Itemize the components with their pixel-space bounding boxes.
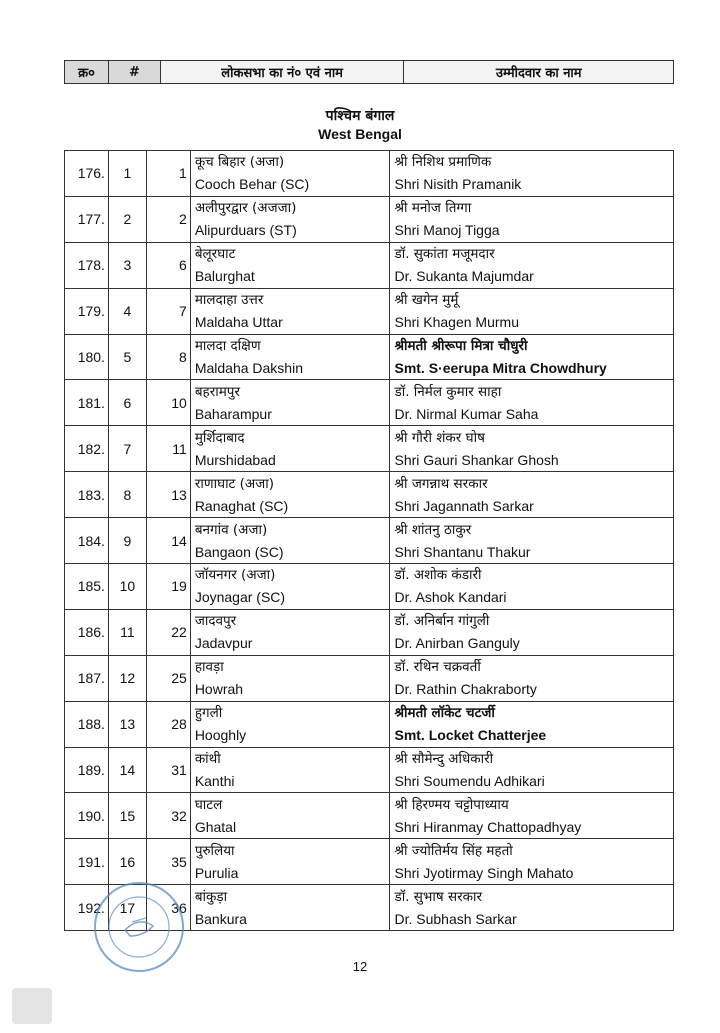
constituency-name-english: Purulia <box>194 864 239 881</box>
candidate-name-cell <box>390 196 674 242</box>
constituency-name-hindi: कांथी <box>194 751 221 768</box>
candidate-name-english: Smt. S·eerupa Mitra Chowdhury <box>394 360 607 376</box>
constituency-name-english: Maldaha Uttar <box>194 314 283 331</box>
serial-number: 187. <box>65 655 109 701</box>
state-serial: 5 <box>108 334 146 380</box>
state-serial: 14 <box>108 747 146 793</box>
table-row <box>65 609 674 655</box>
serial-number: 176. <box>65 151 109 197</box>
constituency-name-cell <box>190 655 390 701</box>
constituency-name-cell <box>190 334 390 380</box>
constituency-name-hindi: मालदा दक्षिण <box>194 338 261 354</box>
state-serial: 3 <box>108 242 146 288</box>
header-col-hash: # <box>108 61 160 84</box>
table-row <box>65 518 674 564</box>
serial-number: 189. <box>65 747 109 793</box>
constituency-name-hindi: राणाघाट (अजा) <box>194 475 275 492</box>
table-row <box>65 380 674 426</box>
candidate-name-cell <box>390 426 674 472</box>
constituency-name-cell <box>190 196 390 242</box>
constituency-name-cell <box>190 839 390 885</box>
candidate-name-hindi: डॉ. अनिर्बान गांगुली <box>394 613 490 630</box>
serial-number: 190. <box>65 793 109 839</box>
state-serial: 2 <box>108 196 146 242</box>
table-header <box>64 60 674 84</box>
serial-number: 180. <box>65 334 109 380</box>
candidate-name-english: Dr. Sukanta Majumdar <box>394 268 534 285</box>
table-row <box>65 242 674 288</box>
state-serial: 11 <box>108 609 146 655</box>
candidate-name-hindi: श्रीमती लॉकेट चटर्जी <box>394 705 495 722</box>
constituency-number: 8 <box>146 334 190 380</box>
constituency-name-cell <box>190 747 390 793</box>
state-serial: 9 <box>108 518 146 564</box>
candidate-name-cell <box>390 518 674 564</box>
state-serial: 10 <box>108 564 146 610</box>
candidate-name-hindi: श्री जगन्नाथ सरकार <box>394 475 488 492</box>
region-title-hindi: पश्चिम बंगाल <box>325 108 395 124</box>
state-serial: 16 <box>108 839 146 885</box>
candidate-name-english: Dr. Ashok Kandari <box>394 589 507 606</box>
candidate-name-cell <box>390 701 674 747</box>
constituency-name-cell <box>190 885 390 931</box>
candidate-name-cell <box>390 793 674 839</box>
table-row <box>65 426 674 472</box>
candidate-name-cell <box>390 609 674 655</box>
constituency-number: 22 <box>146 609 190 655</box>
constituency-name-english: Maldaha Dakshin <box>194 360 303 376</box>
serial-number: 177. <box>65 196 109 242</box>
candidate-name-cell <box>390 472 674 518</box>
constituency-name-hindi: बेलूरघाट <box>194 246 236 263</box>
serial-number: 178. <box>65 242 109 288</box>
constituency-name-hindi: हावड़ा <box>194 659 224 676</box>
constituency-name-cell <box>190 242 390 288</box>
table-row <box>65 472 674 518</box>
table-row <box>65 196 674 242</box>
candidate-name-english: Dr. Subhash Sarkar <box>394 910 517 927</box>
table-row <box>65 701 674 747</box>
constituency-name-english: Bangaon (SC) <box>194 543 284 560</box>
candidate-name-cell <box>390 151 674 197</box>
constituency-number: 1 <box>146 151 190 197</box>
constituency-number: 35 <box>146 839 190 885</box>
state-serial: 8 <box>108 472 146 518</box>
table-row <box>65 288 674 334</box>
header-col-constituency: लोकसभा का नं० एवं नाम <box>160 61 404 84</box>
constituency-number: 31 <box>146 747 190 793</box>
constituency-name-cell <box>190 518 390 564</box>
candidate-name-cell <box>390 380 674 426</box>
candidate-name-hindi: डॉ. अशोक कंडारी <box>394 567 482 584</box>
state-serial: 7 <box>108 426 146 472</box>
candidate-name-english: Shri Jagannath Sarkar <box>394 497 534 514</box>
constituency-number: 7 <box>146 288 190 334</box>
constituency-name-english: Cooch Behar (SC) <box>194 176 310 193</box>
candidate-name-english: Shri Shantanu Thakur <box>394 543 531 560</box>
candidate-name-english: Shri Khagen Murmu <box>394 314 519 331</box>
constituency-name-cell <box>190 426 390 472</box>
constituency-name-english: Balurghat <box>194 268 255 285</box>
candidate-name-hindi: डॉ. रथिन चक्रवर्ती <box>394 659 481 676</box>
constituency-name-english: Jadavpur <box>194 635 253 652</box>
serial-number: 188. <box>65 701 109 747</box>
candidate-name-english: Dr. Rathin Chakraborty <box>394 681 537 698</box>
candidate-name-hindi: श्री शांतनु ठाकुर <box>394 521 472 538</box>
constituency-name-cell <box>190 609 390 655</box>
constituency-name-english: Ranaghat (SC) <box>194 497 289 514</box>
serial-number: 182. <box>65 426 109 472</box>
constituency-name-english: Bankura <box>194 910 247 927</box>
constituency-name-hindi: जॉयनगर (अजा) <box>194 567 276 584</box>
candidate-name-hindi: श्री ज्योतिर्मय सिंह महतो <box>394 842 513 859</box>
state-serial: 6 <box>108 380 146 426</box>
table-row <box>65 334 674 380</box>
constituency-name-english: Kanthi <box>194 773 235 790</box>
candidate-name-cell <box>390 564 674 610</box>
constituency-name-hindi: मुर्शिदाबाद <box>194 429 245 446</box>
constituency-name-cell <box>190 151 390 197</box>
serial-number: 183. <box>65 472 109 518</box>
state-serial: 12 <box>108 655 146 701</box>
constituency-number: 2 <box>146 196 190 242</box>
serial-number: 184. <box>65 518 109 564</box>
header-col-candidate: उम्मीदवार का नाम <box>404 61 674 84</box>
constituency-number: 36 <box>146 885 190 931</box>
constituency-name-hindi: बांकुड़ा <box>194 888 228 905</box>
candidate-name-hindi: श्री हिरण्मय चट्टोपाध्याय <box>394 796 509 813</box>
constituency-number: 14 <box>146 518 190 564</box>
candidate-name-english: Shri Hiranmay Chattopadhyay <box>394 818 582 835</box>
state-serial: 17 <box>108 885 146 931</box>
header-col-serial: क्र० <box>65 61 109 84</box>
candidate-name-english: Shri Jyotirmay Singh Mahato <box>394 864 574 881</box>
constituency-name-english: Howrah <box>194 681 244 698</box>
state-serial: 4 <box>108 288 146 334</box>
serial-number: 181. <box>65 380 109 426</box>
region-title-english: West Bengal <box>318 126 402 142</box>
constituency-number: 32 <box>146 793 190 839</box>
constituency-name-english: Baharampur <box>194 405 272 422</box>
constituency-name-hindi: अलीपुरद्वार (अजजा) <box>194 200 297 217</box>
candidate-name-cell <box>390 655 674 701</box>
constituency-name-cell <box>190 564 390 610</box>
candidate-table <box>64 150 674 931</box>
candidate-name-cell <box>390 839 674 885</box>
constituency-name-hindi: मालदाहा उत्तर <box>194 292 264 309</box>
constituency-name-cell <box>190 701 390 747</box>
candidate-name-cell <box>390 288 674 334</box>
constituency-number: 13 <box>146 472 190 518</box>
candidate-name-hindi: डॉ. सुकांता मजूमदार <box>394 246 495 263</box>
candidate-name-hindi: श्री सौमेन्दु अधिकारी <box>394 751 494 768</box>
constituency-number: 10 <box>146 380 190 426</box>
constituency-name-hindi: जादवपुर <box>194 613 237 630</box>
constituency-name-english: Hooghly <box>194 727 247 744</box>
constituency-number: 19 <box>146 564 190 610</box>
constituency-name-hindi: कूच बिहार (अजा) <box>194 154 285 171</box>
candidate-name-cell <box>390 242 674 288</box>
serial-number: 192. <box>65 885 109 931</box>
table-row <box>65 655 674 701</box>
candidate-name-english: Shri Manoj Tigga <box>394 222 500 239</box>
constituency-name-cell <box>190 793 390 839</box>
constituency-name-hindi: हुगली <box>194 705 223 722</box>
constituency-name-english: Alipurduars (ST) <box>194 222 297 239</box>
constituency-number: 6 <box>146 242 190 288</box>
constituency-number: 28 <box>146 701 190 747</box>
candidate-name-hindi: श्रीमती श्रीरूपा मित्रा चौधुरी <box>394 338 528 354</box>
corner-widget[interactable] <box>12 988 52 1024</box>
constituency-name-hindi: पुरुलिया <box>194 842 235 859</box>
constituency-name-cell <box>190 380 390 426</box>
table-row <box>65 793 674 839</box>
candidate-name-english: Shri Nisith Pramanik <box>394 176 522 193</box>
state-serial: 1 <box>108 151 146 197</box>
candidate-name-hindi: डॉ. सुभाष सरकार <box>394 888 483 905</box>
candidate-name-english: Shri Gauri Shankar Ghosh <box>394 451 559 468</box>
candidate-name-cell <box>390 747 674 793</box>
constituency-name-hindi: बहरामपुर <box>194 383 240 400</box>
candidate-name-hindi: श्री खगेन मुर्मू <box>394 292 459 309</box>
constituency-number: 25 <box>146 655 190 701</box>
candidate-name-cell <box>390 334 674 380</box>
page-number: 12 <box>352 959 368 974</box>
table-row <box>65 839 674 885</box>
constituency-name-english: Murshidabad <box>194 451 276 468</box>
table-row <box>65 747 674 793</box>
table-row <box>65 151 674 197</box>
candidate-name-hindi: श्री गौरी शंकर घोष <box>394 429 485 446</box>
candidate-name-hindi: श्री मनोज तिग्गा <box>394 200 472 217</box>
serial-number: 185. <box>65 564 109 610</box>
constituency-name-cell <box>190 288 390 334</box>
constituency-number: 11 <box>146 426 190 472</box>
serial-number: 186. <box>65 609 109 655</box>
candidate-name-hindi: डॉ. निर्मल कुमार साहा <box>394 383 502 400</box>
serial-number: 191. <box>65 839 109 885</box>
constituency-name-english: Ghatal <box>194 818 237 835</box>
table-row <box>65 564 674 610</box>
constituency-name-hindi: बनगांव (अजा) <box>194 521 268 538</box>
candidate-name-cell <box>390 885 674 931</box>
candidate-name-english: Smt. Locket Chatterjee <box>394 727 547 744</box>
candidate-name-english: Shri Soumendu Adhikari <box>394 773 545 790</box>
constituency-name-cell <box>190 472 390 518</box>
state-serial: 13 <box>108 701 146 747</box>
candidate-name-english: Dr. Anirban Ganguly <box>394 635 520 652</box>
candidate-name-hindi: श्री निशिथ प्रमाणिक <box>394 154 492 171</box>
candidate-name-english: Dr. Nirmal Kumar Saha <box>394 405 539 422</box>
constituency-name-english: Joynagar (SC) <box>194 589 286 606</box>
serial-number: 179. <box>65 288 109 334</box>
constituency-name-hindi: घाटल <box>194 796 223 813</box>
state-serial: 15 <box>108 793 146 839</box>
